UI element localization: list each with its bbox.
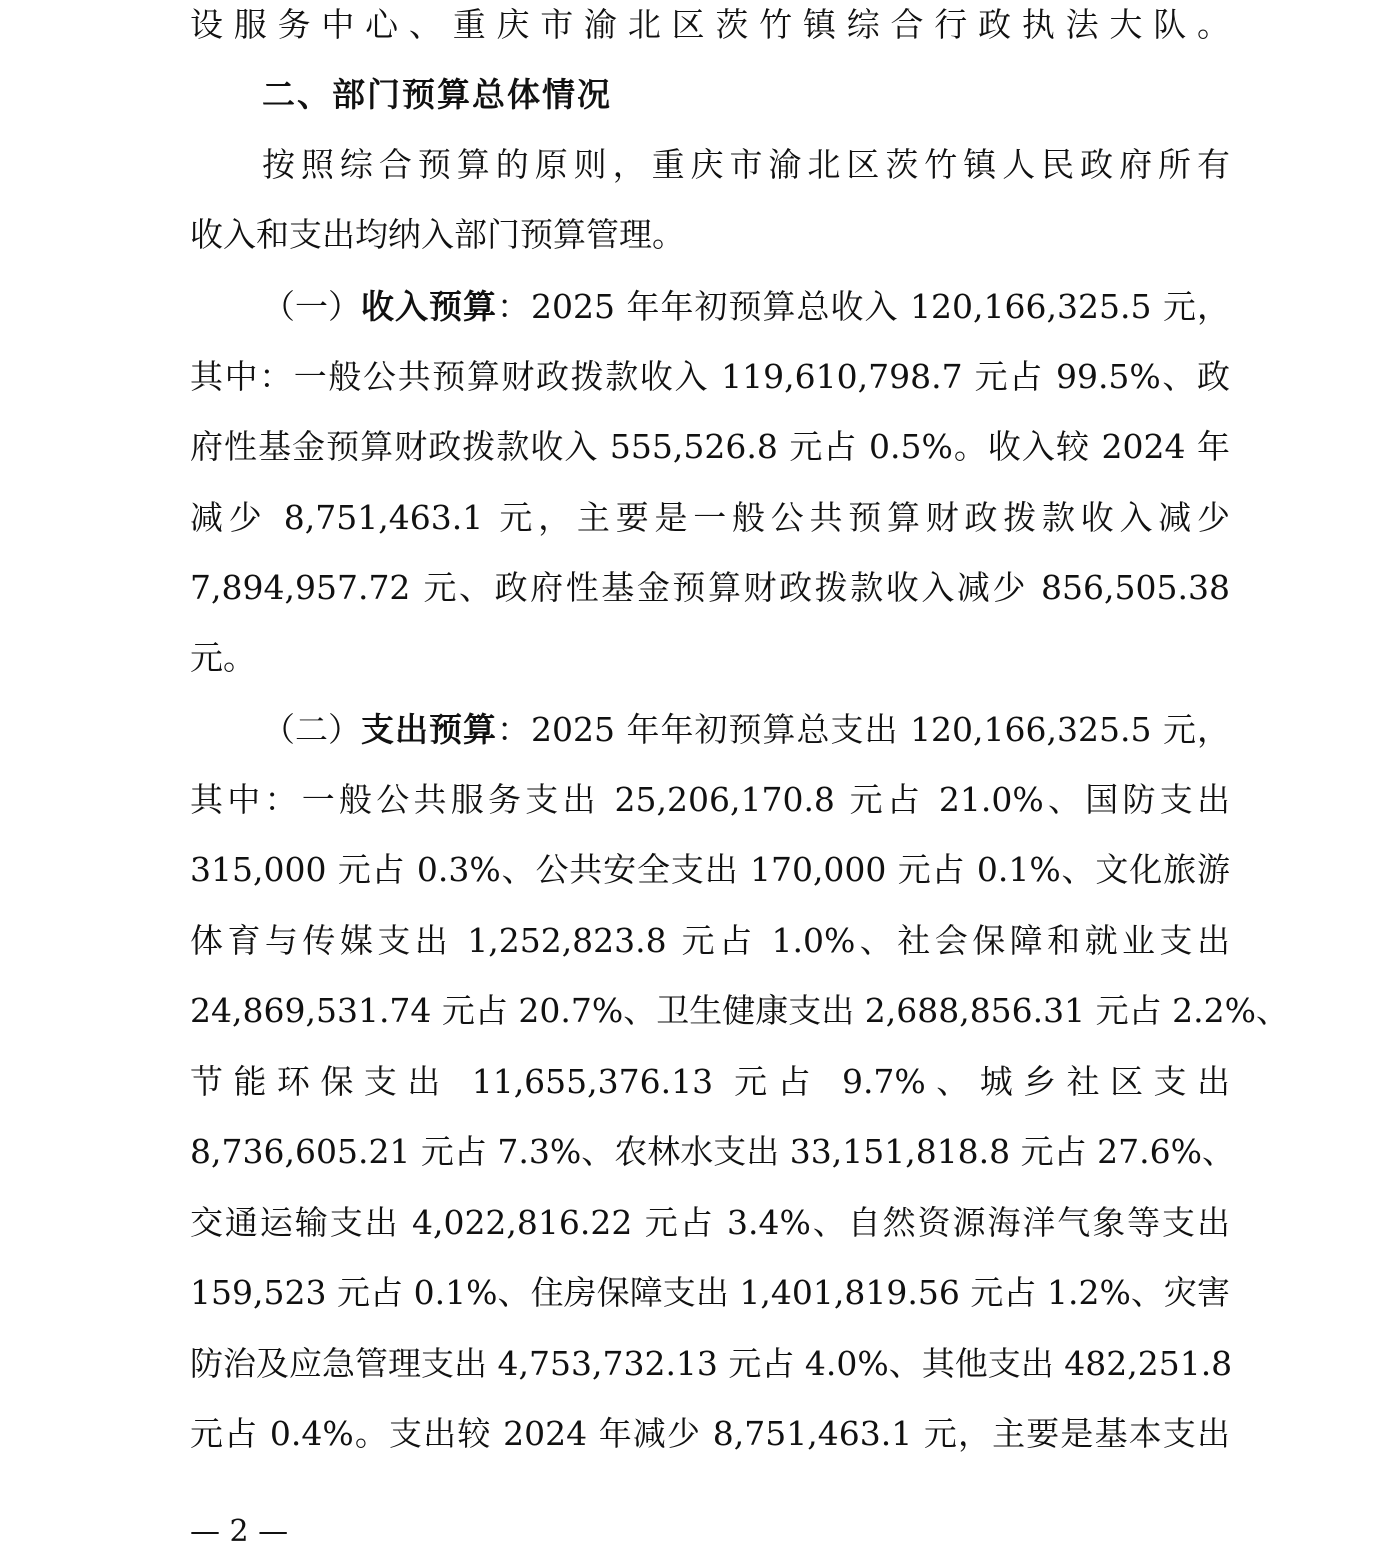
- subheading-expense-marker: （二）: [262, 710, 361, 749]
- paragraph-line-6: 其中：一般公共预算财政拨款收入 119,610,798.7 元占 99.5%、政: [190, 357, 1230, 396]
- paragraph-line-14: 体育与传媒支出 1,252,823.8 元占 1.0%、社会保障和就业支出: [190, 921, 1230, 960]
- paragraph-line-3: 按照综合预算的原则，重庆市渝北区茨竹镇人民政府所有: [262, 145, 1230, 184]
- paragraph-line-9: 7,894,957.72 元、政府性基金预算财政拨款收入减少 856,505.38: [190, 568, 1230, 607]
- paragraph-line-1: 设服务中心、重庆市渝北区茨竹镇综合行政执法大队。: [190, 5, 1230, 44]
- paragraph-line-21: 元占 0.4%。支出较 2024 年减少 8,751,463.1 元，主要是基本支出: [190, 1414, 1230, 1453]
- subsection-text: ：2025 年年初预算总收入 120,166,325.5 元，: [497, 287, 1230, 326]
- paragraph-line-15: 24,869,531.74 元占 20.7%、卫生健康支出 2,688,856.31 元占 2.2%、: [190, 991, 1289, 1030]
- paragraph-line-16: 节能环保支出 11,655,376.13 元占 9.7%、城乡社区支出: [190, 1062, 1230, 1101]
- subheading-income-marker: （一）: [262, 287, 361, 326]
- page-number: — 2 —: [190, 1514, 289, 1549]
- paragraph-line-4: 收入和支出均纳入部门预算管理。: [190, 215, 685, 254]
- paragraph-line-10: 元。: [190, 638, 256, 677]
- subsection-text: ：2025 年年初预算总支出 120,166,325.5 元，: [497, 710, 1230, 749]
- paragraph-line-7: 府性基金预算财政拨款收入 555,526.8 元占 0.5%。收入较 2024 年: [190, 427, 1230, 466]
- paragraph-line-13: 315,000 元占 0.3%、公共安全支出 170,000 元占 0.1%、文化旅游: [190, 850, 1230, 889]
- expense-budget-line: [361, 695, 1230, 765]
- paragraph-line-8: 减少 8,751,463.1 元，主要是一般公共预算财政拨款收入减少: [190, 498, 1230, 537]
- expense-paragraph-start: [262, 695, 1230, 765]
- paragraph-line-12: 其中：一般公共服务支出 25,206,170.8 元占 21.0%、国防支出: [190, 780, 1230, 819]
- section-heading: 二、部门预算总体情况: [262, 75, 612, 114]
- paragraph-line-17: 8,736,605.21 元占 7.3%、农林水支出 33,151,818.8 元占 27.6%、: [190, 1132, 1235, 1171]
- paragraph-line-20: 防治及应急管理支出 4,753,732.13 元占 4.0%、其他支出 482,251.8: [190, 1344, 1233, 1383]
- paragraph-line-19: 159,523 元占 0.1%、住房保障支出 1,401,819.56 元占 1.2%、灾害: [190, 1273, 1230, 1312]
- subsection-label: 收入预算: [361, 287, 498, 326]
- income-paragraph-start: [262, 272, 1230, 342]
- income-budget-line: [361, 272, 1230, 342]
- subsection-label: 支出预算: [361, 710, 498, 749]
- paragraph-line-18: 交通运输支出 4,022,816.22 元占 3.4%、自然资源海洋气象等支出: [190, 1203, 1230, 1242]
